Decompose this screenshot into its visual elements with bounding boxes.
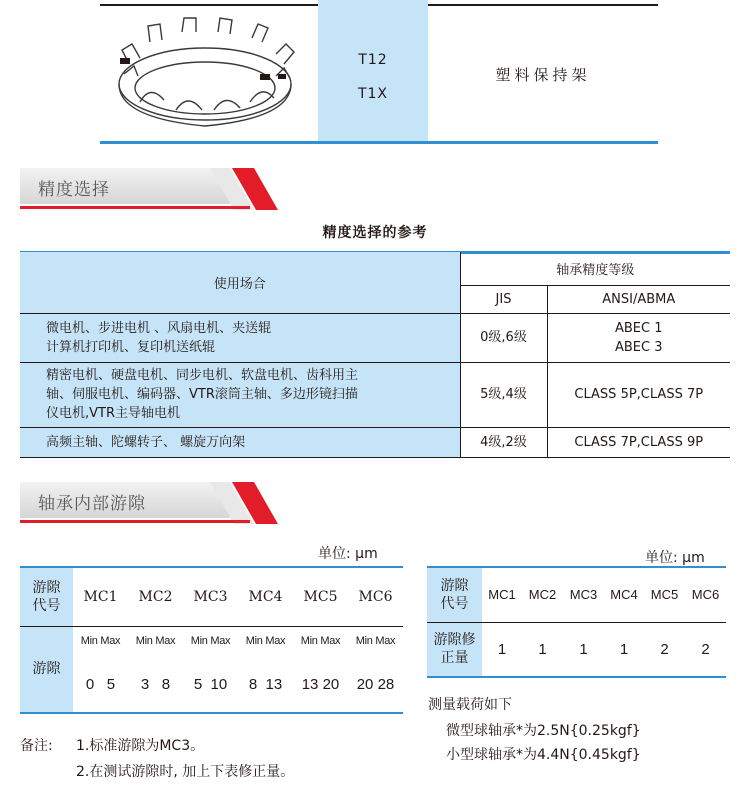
section-title-precision: 精度选择 <box>38 180 110 200</box>
abma-cell: CLASS 7P,CLASS 9P <box>547 427 730 457</box>
note-2: 2.在测试游隙时, 加上下表修正量。 <box>76 764 295 780</box>
code-mc6: MC6 <box>691 587 720 603</box>
code-mc3: MC3 <box>193 588 228 605</box>
code-mc5: MC5 <box>303 588 338 605</box>
correction-value: 1 <box>538 640 547 658</box>
clearance-code-label: 游隙 代号 <box>20 568 73 626</box>
table-row <box>20 362 730 427</box>
clearance-value: 3 8 <box>140 675 171 693</box>
section-header-stripe <box>210 168 280 210</box>
correction-value: 1 <box>619 640 629 658</box>
min-max-header: Min Max <box>190 635 231 648</box>
code-mc1: MC1 <box>83 588 118 605</box>
min-max-header: Min Max <box>80 635 121 648</box>
code-mc4: MC4 <box>248 588 283 605</box>
clearance-table <box>20 568 403 712</box>
jis-cell: 4级,2级 <box>460 427 547 457</box>
cage-code-1: T12 <box>358 52 388 68</box>
clearance-table-bottom-rule <box>20 712 403 714</box>
usage-cell: 高频主轴、陀螺转子、 螺旋万向架 <box>20 427 460 457</box>
correction-table <box>427 568 726 676</box>
clearance-value: 20 28 <box>356 675 395 693</box>
min-max-header: Min Max <box>300 635 341 648</box>
table-row <box>20 313 730 362</box>
table-row <box>20 427 730 457</box>
min-max-header: Min Max <box>245 635 286 648</box>
usage-cell: 微电机、步进电机 、风扇电机、夹送辊 计算机打印机、复印机送纸辊 <box>20 313 460 362</box>
load-title: 测量载荷如下 <box>428 697 512 713</box>
section-header-stripe <box>210 482 280 524</box>
section-red-rule <box>20 520 250 523</box>
correction-code-label: 游隙 代号 <box>427 568 482 622</box>
precision-table-caption: 精度选择的参考 <box>322 225 428 241</box>
correction-value: 1 <box>497 640 507 658</box>
jis-cell: 0级,6级 <box>460 313 547 362</box>
col-usage-header: 使用场合 <box>20 252 460 313</box>
correction-row-label: 游隙修 正量 <box>427 622 482 676</box>
section-title-clearance: 轴承内部游隙 <box>38 494 146 514</box>
correction-value: 1 <box>579 640 588 658</box>
section-red-rule <box>20 206 250 209</box>
clearance-row-label: 游隙 <box>20 626 73 712</box>
unit-label-right: 单位: μm <box>645 550 705 566</box>
code-mc3: MC3 <box>569 587 598 603</box>
code-mc2: MC2 <box>528 587 557 603</box>
correction-value: 2 <box>701 640 710 658</box>
code-mc1: MC1 <box>488 587 516 603</box>
note-1: 1.标准游隙为MC3。 <box>76 738 205 754</box>
correction-table-bottom-rule <box>427 676 726 678</box>
clearance-value: 13 20 <box>301 675 340 693</box>
abma-cell: CLASS 5P,CLASS 7P <box>547 362 730 427</box>
min-max-header: Min Max <box>135 635 176 648</box>
usage-cell: 精密电机、硬盘电机、同步电机、软盘电机、齿科用主 轴、伺服电机、编码器、VTR滚筒主轴、多边形镜扫描 仪电机,VTR主导轴电机 <box>20 362 460 427</box>
clearance-value: 0 5 <box>85 675 116 693</box>
clearance-value: 8 13 <box>248 675 283 693</box>
code-mc6: MC6 <box>358 588 393 605</box>
cage-code-2: T1X <box>357 86 389 102</box>
correction-value: 2 <box>660 640 669 658</box>
code-mc4: MC4 <box>610 587 638 603</box>
jis-cell: 5级,4级 <box>460 362 547 427</box>
notes-label: 备注: <box>20 738 53 754</box>
code-mc5: MC5 <box>650 587 679 603</box>
cage-code-cell <box>318 0 428 142</box>
plastic-cage-drawing <box>110 14 300 132</box>
precision-table <box>20 252 730 458</box>
col-grade-header: 轴承精度等级 <box>460 252 730 285</box>
clearance-value: 5 10 <box>193 675 228 693</box>
code-mc2: MC2 <box>138 588 173 605</box>
col-jis-header: JIS <box>460 285 547 313</box>
cage-material-label: 塑料保持架 <box>495 66 591 84</box>
unit-label-left: 单位: μm <box>318 546 378 562</box>
col-abma-header: ANSI/ABMA <box>547 285 730 313</box>
load-line-2: 小型球轴承*为4.4N{0.45kgf} <box>446 747 641 763</box>
load-line-1: 微型球轴承*为2.5N{0.25kgf} <box>446 723 641 739</box>
abma-cell: ABEC 1 ABEC 3 <box>547 313 730 362</box>
cage-bottom-rule <box>100 141 658 144</box>
min-max-header: Min Max <box>355 635 396 648</box>
